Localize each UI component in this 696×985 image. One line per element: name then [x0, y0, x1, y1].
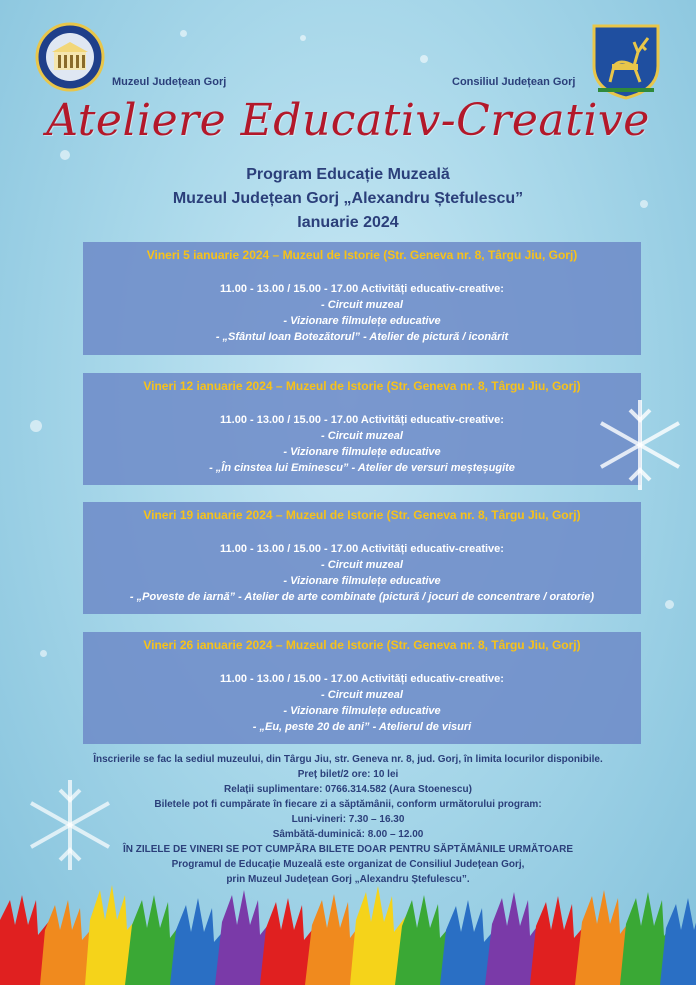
footer-line: Programul de Educație Muzeală este organizat de Consiliul Județean Gorj, — [171, 859, 525, 870]
snowflake-icon — [590, 390, 690, 500]
event-schedule: 11.00 - 13.00 / 15.00 - 17.00 Activități educativ-creative: — [220, 283, 504, 295]
event-box — [83, 373, 641, 485]
deer-coat-of-arms — [590, 22, 662, 100]
event-item: - Circuit muzeal — [321, 430, 403, 442]
footer-line: Luni-vineri: 7.30 – 16.30 — [291, 814, 405, 825]
left-institution: Muzeul Județean Gorj — [112, 76, 227, 88]
event-box — [83, 632, 641, 744]
event-item: - Vizionare filmulețe educative — [283, 705, 441, 717]
bokeh — [180, 30, 187, 37]
event-heading: Vineri 26 ianuarie 2024 – Muzeul de Istorie (Str. Geneva nr. 8, Târgu Jiu, Gorj) — [143, 638, 581, 652]
footer-line: prin Muzeul Județean Gorj „Alexandru Ștefulescu”. — [226, 874, 470, 885]
footer-line: ÎN ZILELE DE VINERI SE POT CUMPĂRA BILETE DOAR PENTRU SĂPTĂMÂNILE URMĂTOARE — [122, 844, 574, 855]
footer-line: Biletele pot fi cumpărate în fiecare zi a săptămânii, conform următorului program: — [154, 799, 542, 810]
event-item: - Vizionare filmulețe educative — [283, 446, 441, 458]
event-item: - Circuit muzeal — [321, 689, 403, 701]
event-schedule: 11.00 - 13.00 / 15.00 - 17.00 Activități educativ-creative: — [220, 543, 504, 555]
event-item: - „Eu, peste 20 de ani” - Atelierul de visuri — [252, 721, 472, 733]
event-item: - Vizionare filmulețe educative — [283, 575, 441, 587]
museum-name: Muzeul Județean Gorj „Alexandru Ștefulescu” — [172, 190, 524, 207]
footer-line: Preț bilet/2 ore: 10 lei — [297, 769, 399, 780]
bokeh — [420, 55, 428, 63]
footer-line: Înscrierile se fac la sediul muzeului, din Târgu Jiu, str. Geneva nr. 8, jud. Gorj, în limita locurilor disponibile. — [93, 754, 603, 765]
bokeh — [300, 35, 306, 41]
bokeh — [40, 650, 47, 657]
footer-line: Relații suplimentare: 0766.314.582 (Aura Stoenescu) — [224, 784, 472, 795]
month-label: Ianuarie 2024 — [297, 214, 399, 231]
bokeh — [30, 420, 42, 432]
event-box — [83, 502, 641, 614]
museum-logo — [30, 22, 110, 92]
right-institution: Consiliul Județean Gorj — [452, 76, 576, 88]
event-schedule: 11.00 - 13.00 / 15.00 - 17.00 Activități educativ-creative: — [220, 414, 504, 426]
event-item: - Circuit muzeal — [321, 299, 403, 311]
program-title: Program Educație Muzeală — [246, 166, 450, 183]
event-item: - „Sfântul Ioan Botezătorul” - Atelier de pictură / iconărit — [215, 331, 509, 343]
event-item: - Circuit muzeal — [321, 559, 403, 571]
page-title: Ateliere Educativ-Creative — [46, 95, 650, 146]
footer-info — [0, 752, 696, 887]
event-schedule: 11.00 - 13.00 / 15.00 - 17.00 Activități educativ-creative: — [220, 673, 504, 685]
event-box — [83, 242, 641, 355]
footer-line: Sâmbătă-duminică: 8.00 – 12.00 — [272, 829, 424, 840]
event-heading: Vineri 5 ianuarie 2024 – Muzeul de Istorie (Str. Geneva nr. 8, Târgu Jiu, Gorj) — [146, 248, 578, 262]
event-item: - „În cinstea lui Eminescu” - Atelier de versuri meșteșugite — [209, 462, 515, 474]
event-heading: Vineri 12 ianuarie 2024 – Muzeul de Istorie (Str. Geneva nr. 8, Târgu Jiu, Gorj) — [143, 379, 581, 393]
bokeh — [60, 150, 70, 160]
event-item: - Vizionare filmulețe educative — [283, 315, 441, 327]
hands-decoration — [0, 880, 696, 985]
event-item: - „Poveste de iarnă” - Atelier de arte combinate (pictură / jocuri de concentrare / oratorie) — [129, 591, 595, 603]
event-heading: Vineri 19 ianuarie 2024 – Muzeul de Istorie (Str. Geneva nr. 8, Târgu Jiu, Gorj) — [143, 508, 581, 522]
bokeh — [665, 600, 674, 609]
